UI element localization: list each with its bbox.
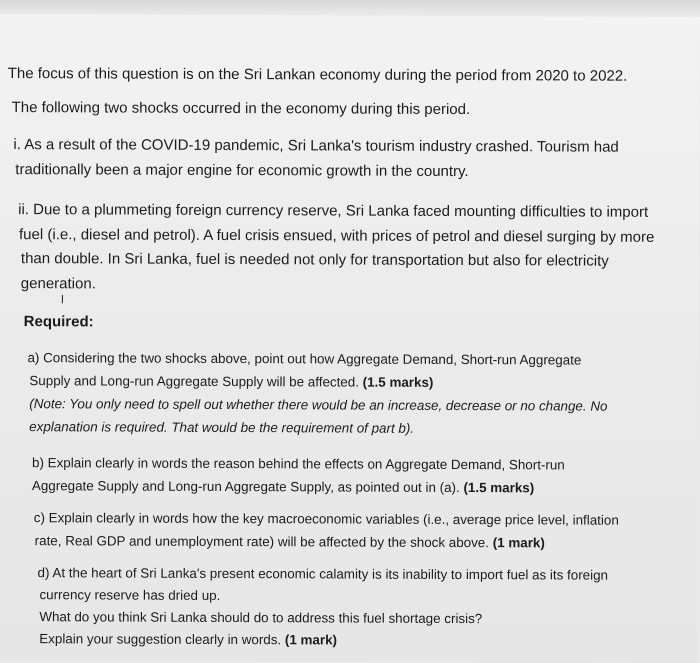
part-a-note-line-1: (Note: You only need to spell out whether there would be an increase, decrease or no change. No [29,396,608,414]
shock-ii-line-4: generation. [20,275,96,293]
top-edge [0,0,700,14]
shock-ii-line-3: than double. In Sri Lanka, fuel is needed not only for transportation but also for electricity [20,250,609,270]
part-b-line-1: b) Explain clearly in words the reason behind the effects on Aggregate Demand, Short-run [32,455,565,473]
part-d-line-2: currency reserve has dried up. [39,587,221,603]
part-d-line-4 [39,629,337,650]
part-b-marks: (1.5 marks) [463,480,535,496]
part-b-line-2 [32,476,534,498]
part-a-text: Supply and Long-run Aggregate Supply will be affected. [29,373,359,390]
part-c-line-2 [35,531,545,553]
part-b-text: Aggregate Supply and Long-run Aggregate Supply, as pointed out in (a). [31,478,460,496]
intro-line-2: The following two shocks occurred in the economy during this period. [11,99,471,119]
required-label: Required: [23,313,94,331]
shock-ii-line-1: ii. Due to a plummeting foreign currency reserve, Sri Lanka faced mounting difficulties to import [18,201,649,221]
question-page [0,14,700,663]
part-d-line-3: What do you think Sri Lanka should do to address this fuel shortage crisis? [39,609,483,627]
part-a-marks: (1.5 marks) [362,374,434,390]
shock-i-line-2: traditionally been a major engine for economic growth in the country. [15,161,469,181]
part-a-note-line-2: explanation is required. That would be the requirement of part b). [29,419,415,436]
part-c-marks: (1 mark) [492,535,545,551]
part-d-text: Explain your suggestion clearly in words. [39,631,282,648]
intro-line-1: The focus of this question is on the Sri Lankan economy during the period from 2020 to 2022. [7,65,628,85]
part-d-marks: (1 mark) [284,632,338,648]
shock-i-line-1: i. As a result of the COVID-19 pandemic, Sri Lanka's tourism industry crashed. Tourism had [13,136,619,156]
part-c-line-1: c) Explain clearly in words how the key macroeconomic variables (i.e., average price level, inflation [33,510,619,528]
part-d-line-1: d) At the heart of Sri Lanka's present economic calamity is its inability to import fuel as its foreign [37,565,609,583]
part-a-line-1: a) Considering the two shocks above, point out how Aggregate Demand, Short-run Aggregate [27,350,582,368]
shock-ii-line-2: fuel (i.e., diesel and petrol). A fuel crisis ensued, with prices of petrol and diesel surging by more [19,226,655,246]
text-cursor-icon: I [60,292,65,307]
part-c-text: rate, Real GDP and unemployment rate) will be affected by the shock above. [34,533,490,551]
part-a-line-2 [29,371,433,393]
